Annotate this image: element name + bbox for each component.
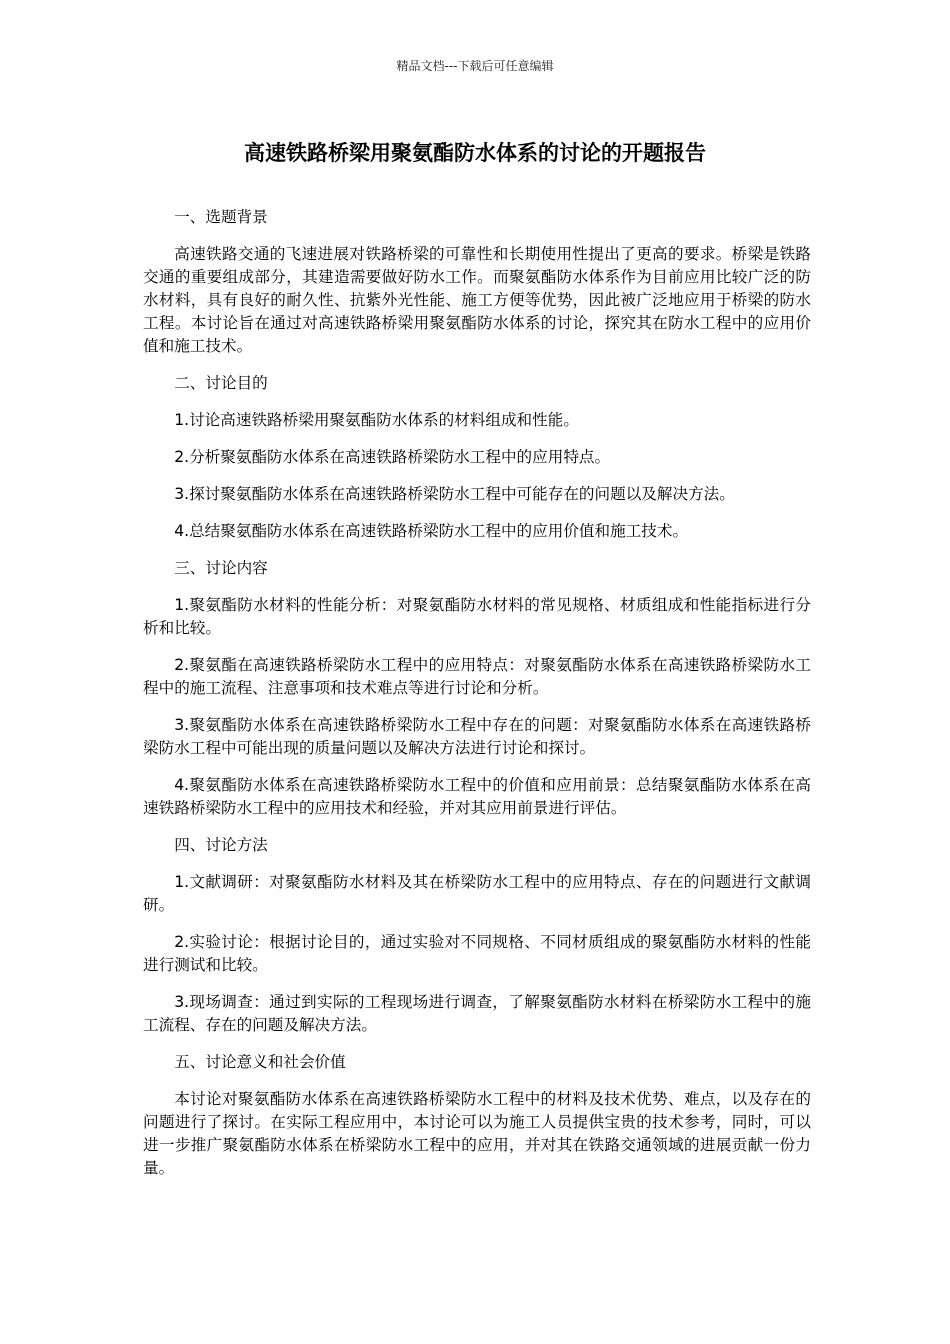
section-heading: 四、讨论方法 — [174, 836, 268, 854]
list-item: 4.总结聚氨酯防水体系在高速铁路桥梁防水工程中的应用价值和施工技术。 — [174, 522, 689, 540]
list-item: 2.分析聚氨酯防水体系在高速铁路桥梁防水工程中的应用特点。 — [174, 448, 611, 466]
paragraph: 本讨论对聚氨酯防水体系在高速铁路桥梁防水工程中的材料及技术优势、难点，以及存在的问题进行了探讨。在实际工程应用中，本讨论可以为施工人员提供宝贵的技术参考，同时，可以进一步推广聚氨酯防水体系在桥梁防水工程中的应用，并对其在铁路交通领域的进展贡献一份力量。 — [143, 1090, 811, 1177]
page-header: 精品文档---下载后可任意编辑 — [396, 59, 554, 73]
section-heading: 一、选题背景 — [174, 208, 268, 226]
list-item: 3.现场调查：通过到实际的工程现场进行调查，了解聚氨酯防水材料在桥梁防水工程中的施工流程、存在的问题及解决方法。 — [143, 993, 811, 1034]
list-item: 3.探讨聚氨酯防水体系在高速铁路桥梁防水工程中可能存在的问题以及解决方法。 — [174, 485, 735, 503]
list-item: 1.讨论高速铁路桥梁用聚氨酯防水体系的材料组成和性能。 — [174, 411, 579, 429]
section-heading: 三、讨论内容 — [174, 559, 268, 577]
document-body — [143, 206, 811, 1194]
document-title: 高速铁路桥梁用聚氨酯防水体系的讨论的开题报告 — [244, 141, 706, 165]
section-heading: 五、讨论意义和社会价值 — [174, 1053, 346, 1071]
paragraph: 高速铁路交通的飞速进展对铁路桥梁的可靠性和长期使用性提出了更高的要求。桥梁是铁路交通的重要组成部分，其建造需要做好防水工作。而聚氨酯防水体系作为目前应用比较广泛的防水材料，具有良好的耐久性、抗紫外光性能、施工方便等优势，因此被广泛地应用于桥梁的防水工程。本讨论旨在通过对高速铁路桥梁用聚氨酯防水体系的讨论，探究其在防水工程中的应用价值和施工技术。 — [143, 245, 811, 355]
section-heading: 二、讨论目的 — [174, 374, 268, 392]
list-item: 2.聚氨酯在高速铁路桥梁防水工程中的应用特点：对聚氨酯防水体系在高速铁路桥梁防水工程中的施工流程、注意事项和技术难点等进行讨论和分析。 — [143, 656, 811, 697]
list-item: 2.实验讨论：根据讨论目的，通过实验对不同规格、不同材质组成的聚氨酯防水材料的性能进行测试和比较。 — [143, 933, 811, 974]
list-item: 1.文献调研：对聚氨酯防水材料及其在桥梁防水工程中的应用特点、存在的问题进行文献调研。 — [143, 873, 811, 914]
list-item: 1.聚氨酯防水材料的性能分析：对聚氨酯防水材料的常见规格、材质组成和性能指标进行分析和比较。 — [143, 596, 811, 637]
list-item: 3.聚氨酯防水体系在高速铁路桥梁防水工程中存在的问题：对聚氨酯防水体系在高速铁路桥梁防水工程中可能出现的质量问题以及解决方法进行讨论和探讨。 — [143, 716, 811, 757]
list-item: 4.聚氨酯防水体系在高速铁路桥梁防水工程中的价值和应用前景：总结聚氨酯防水体系在高速铁路桥梁防水工程中的应用技术和经验，并对其应用前景进行评估。 — [143, 776, 811, 817]
